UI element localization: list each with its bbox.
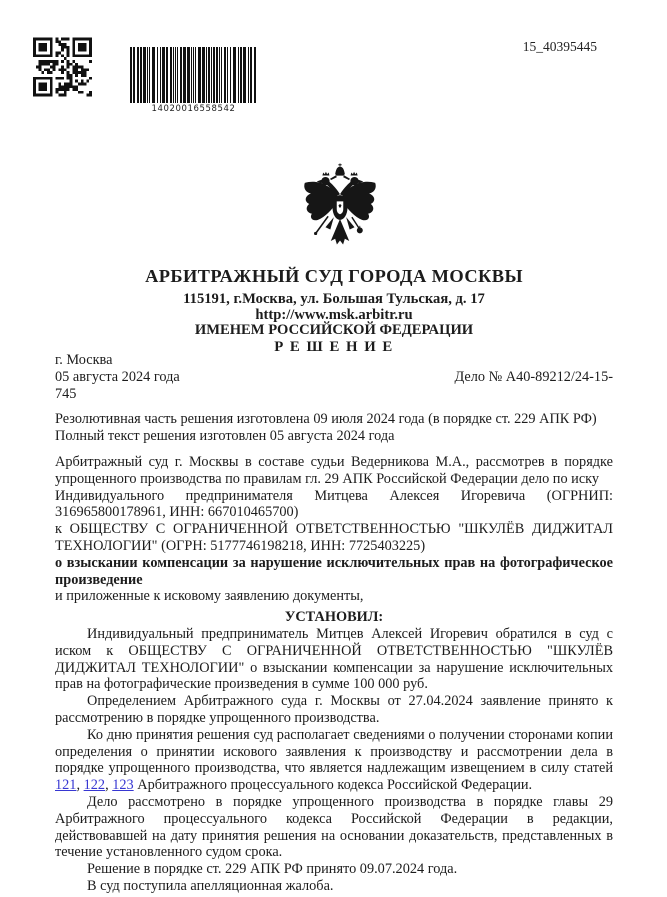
decision-title: Р Е Ш Е Н И Е [274, 338, 394, 355]
appeal-filed-paragraph: В суд поступила апелляционная жалоба. [87, 877, 334, 894]
notification-text-prefix: Ко дню принятия решения суд располагает сведениями о получении сторонами копии определения о принятии искового заявления к производству и рассмотрении дела в порядке упрощенного производства, что является надлежащим извещением в силу статей [55, 726, 613, 777]
statute-link-121[interactable]: 121 [55, 777, 77, 794]
court-composition-paragraph: Арбитражный суд г. Москвы в составе судьи Ведерникова М.А., рассмотрев в порядке упрощенного производства по правилам гл. 29 АПК Российской Федерации дело по иску [55, 453, 613, 487]
case-number-tail: 745 [55, 385, 77, 402]
court-website: http://www.msk.arbitr.ru [255, 306, 413, 323]
notification-text-suffix: Арбитражного процессуального кодекса Российской Федерации. [133, 777, 533, 794]
in-the-name-line: ИМЕНЕМ РОССИЙСКОЙ ФЕДЕРАЦИИ [194, 322, 474, 339]
coat-of-arms-icon [296, 162, 384, 253]
decision-date-paragraph: Решение в порядке ст. 229 АПК РФ принято 09.07.2024 года. [87, 861, 458, 878]
court-address: 115191, г.Москва, ул. Большая Тульская, д. 17 [183, 291, 485, 307]
statute-link-122[interactable]: 122 [83, 777, 106, 794]
link-separator: , [76, 777, 84, 794]
date-case-row [55, 369, 613, 386]
attached-docs-line: и приложенные к исковому заявлению документы, [55, 588, 364, 605]
resolutive-part-line: Резолютивная часть решения изготовлена 09 июля 2024 года (в порядке ст. 229 АПК РФ) [55, 411, 597, 428]
link-separator: , [105, 777, 113, 794]
notification-paragraph [55, 727, 613, 794]
plaintiff-paragraph: Индивидуального предпринимателя Митцева Алексея Игоревича (ОГРНИП: 316965800178961, ИНН: 667010465700) [55, 487, 613, 521]
established-heading: УСТАНОВИЛ: [284, 609, 384, 626]
decision-date: 05 августа 2024 года [55, 368, 180, 385]
statute-link-123[interactable]: 123 [112, 777, 134, 794]
claim-subject-paragraph: о взыскании компенсации за нарушение исключительных прав на фотографическое произведение [55, 554, 613, 588]
barcode-icon [130, 47, 257, 103]
court-header [55, 266, 613, 355]
defendant-paragraph: к ОБЩЕСТВУ С ОГРАНИЧЕННОЙ ОТВЕТСТВЕННОСТЬЮ "ШКУЛЁВ ДИДЖИТАЛ ТЕХНОЛОГИИ" (ОГРН: 5177746198218, ИНН: 7725403225) [55, 521, 613, 554]
case-number: Дело № А40-89212/24-15- [454, 368, 613, 385]
city-line: г. Москва [55, 352, 113, 368]
simplified-procedure-paragraph: Дело рассмотрено в порядке упрощенного производства в порядке главы 29 Арбитражного процессуального кодекса Российской Федерации в редакции, действовавшей на дату принятия решения на основании доказательств, представленных в течение установленного судом срока. [55, 793, 613, 861]
claim-filed-paragraph: Индивидуальный предприниматель Митцев Алексей Игоревич обратился в суд с иском к ОБЩЕСТВУ С ОГРАНИЧЕННОЙ ОТВЕТСТВЕННОСТЬЮ "ШКУЛЁВ ДИДЖИТАЛ ТЕХНОЛОГИИ" о взыскании компенсации за нарушение исключительных прав на фотографические произведения в сумме 100 000 руб. [55, 625, 613, 693]
decision-body [55, 352, 613, 895]
acceptance-paragraph: Определением Арбитражного суда г. Москвы от 27.04.2024 заявление принято к рассмотрению в порядке упрощенного производства. [55, 693, 613, 726]
court-name: АРБИТРАЖНЫЙ СУД ГОРОДА МОСКВЫ [145, 266, 523, 286]
spacer [55, 445, 613, 454]
full-text-line: Полный текст решения изготовлен 05 августа 2024 года [55, 428, 395, 445]
barcode-number: 14020016558542 [151, 104, 236, 114]
spacer [55, 402, 613, 411]
barcode [130, 47, 257, 114]
qr-code-icon [33, 37, 92, 97]
document-id: 15_40395445 [522, 39, 597, 54]
